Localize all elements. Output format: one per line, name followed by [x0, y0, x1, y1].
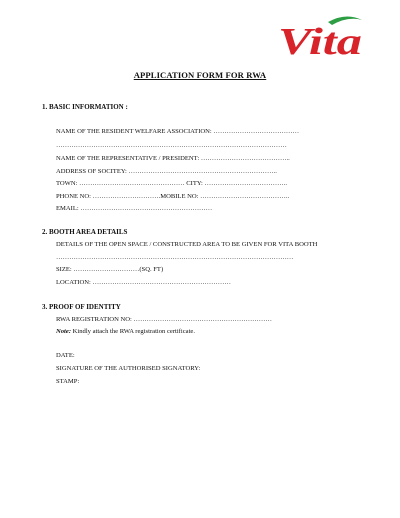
rwa-name-continuation: …………………………………………………………………………………………… [56, 142, 287, 149]
representative-field: NAME OF THE REPRESENTATIVE / PRESIDENT: ………………………………….. [56, 155, 290, 162]
vita-logo [276, 14, 364, 60]
location-field: LOCATION: ……………………………………………………… [56, 279, 231, 286]
stamp-field: STAMP: [56, 378, 80, 385]
address-field: ADDRESS OF SOCITEY: ………………………………………………………….. [56, 168, 277, 175]
note-text: Kindly attach the RWA registration certificate. [71, 328, 195, 335]
registration-no-field: RWA REGISTRATION NO: ……………………………………………………… [56, 316, 272, 323]
note-line [56, 328, 195, 335]
date-field: DATE: [56, 352, 75, 359]
size-field: SIZE: …………………………(SQ. FT) [56, 266, 164, 273]
town-city-field: TOWN: ………………………………………… CITY: ……………………………….. [56, 180, 287, 187]
booth-details-field: ……………………………………………………………………………………………… [56, 254, 294, 261]
section-2-heading: 2. BOOTH AREA DETAILS [42, 228, 128, 236]
section-3-heading: 3. PROOF OF IDENTITY [42, 303, 121, 311]
email-field: EMAIL: …………………………………………………… [56, 205, 213, 212]
logo-text: Vita [278, 21, 362, 60]
signature-field: SIGNATURE OF THE AUTHORISED SIGNATORY: [56, 365, 201, 372]
booth-details-label: DETAILS OF THE OPEN SPACE / CONSTRUCTED AREA TO BE GIVEN FOR VITA BOOTH [56, 241, 318, 248]
section-1-heading: 1. BASIC INFORMATION : [42, 103, 128, 111]
phone-mobile-field: PHONE NO: ………………………….MOBILE NO: ………………………………….. [56, 193, 290, 200]
rwa-name-field: NAME OF THE RESIDENT WELFARE ASSOCIATION: ………………………………… [56, 128, 300, 135]
form-title: APPLICATION FORM FOR RWA [133, 70, 267, 80]
note-label: Note: [56, 328, 72, 335]
